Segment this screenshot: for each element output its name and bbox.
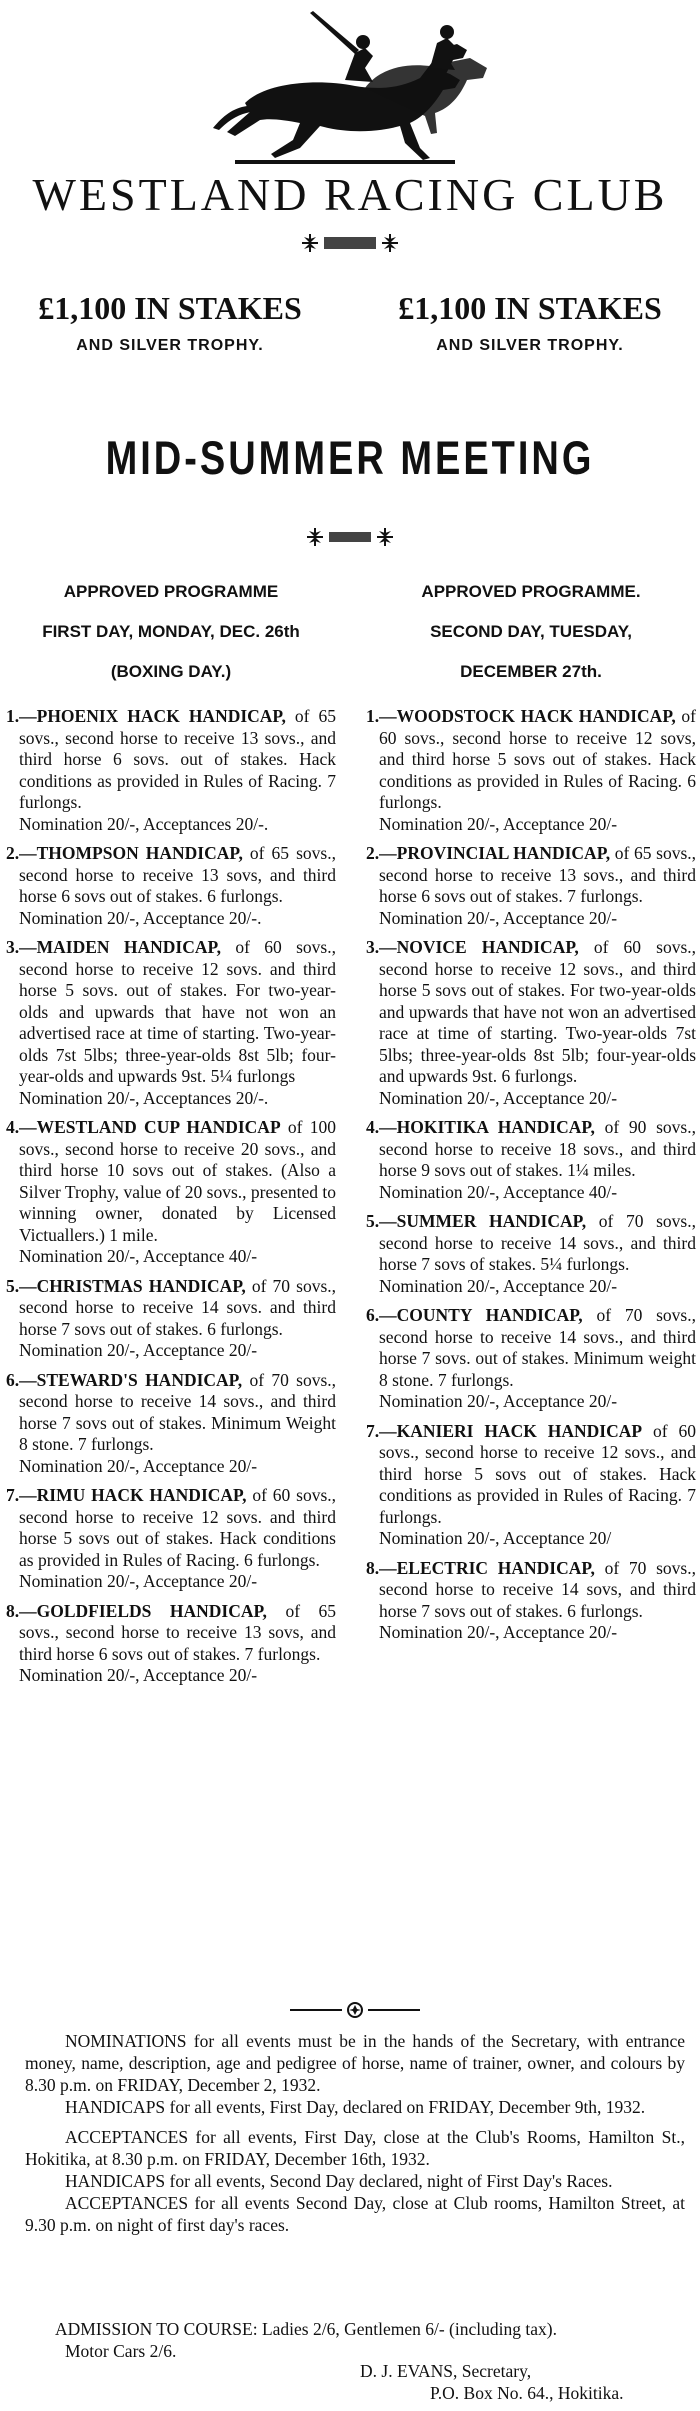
- race-name: 5.—SUMMER HANDICAP,: [366, 1211, 587, 1231]
- race-fees: Nomination 20/-, Acceptance 20/-: [19, 1455, 258, 1476]
- notice-paragraph: HANDICAPS for all events, First Day, declared on FRIDAY, December 9th, 1932.: [65, 2097, 646, 2117]
- race-details: of 65 sovs., second horse to receive 13 sovs., and third horse 6 sovs out of stakes. 7 furlongs.: [379, 843, 697, 906]
- race-details: of 60 sovs., second horse to receive 12 sovs. and third horse 5 sovs. out of stakes. For two-year-olds and upwards that have not won an advertised race at time of starting. Two-year-olds 7st 5lbs; three-year-olds 8st 5lb; four-year-olds and upwards 9st. 5¼ furlongs: [19, 937, 336, 1086]
- race-fees: Nomination 20/-, Acceptance 20/-: [19, 1571, 258, 1591]
- race-details: of 65 sovs., second horse to receive 13 sovs, and third horse 6 sovs out of stakes. 7 furlongs.: [19, 1600, 337, 1664]
- race-item: [6, 1485, 336, 1593]
- divider-ornament-icon: [290, 2000, 420, 2020]
- secretary-name: D. J. EVANS, Secretary,: [360, 2361, 532, 2381]
- race-name: 8.—ELECTRIC HANDICAP,: [366, 1557, 595, 1578]
- stakes-amount: £1,100 IN STAKES: [398, 290, 662, 326]
- race-fees: Nomination 20/-, Acceptance 40/-: [19, 1246, 258, 1266]
- race-details: of 70 sovs., second horse to receive 14 sovs., and third horse 7 sovs. out of stakes. Minimum weight 8 stone. 7 furlongs.: [379, 1305, 696, 1390]
- race-details: of 60 sovs., second horse to receive 12 sovs, and third horse 5 sovs out of stakes. Hack conditions as provided in Rules of Racing. 6 furlongs.: [379, 706, 696, 812]
- secretary-address: P.O. Box No. 64., Hokitika.: [430, 2383, 624, 2403]
- race-name: 3.—NOVICE HANDICAP,: [366, 937, 579, 957]
- race-name: 5.—CHRISTMAS HANDICAP,: [6, 1275, 246, 1296]
- motor-car-price: Motor Cars 2/6.: [65, 2341, 177, 2361]
- race-fees: Nomination 20/-, Acceptance 20/-: [379, 907, 618, 928]
- race-item: [366, 1558, 696, 1644]
- race-item: [366, 706, 696, 835]
- fleuron-ornament-icon: [300, 228, 400, 258]
- race-details: of 90 sovs., second horse to receive 18 sovs., and third horse 9 sovs out of stakes. 1¼ miles.: [379, 1117, 696, 1180]
- race-details: of 60 sovs., second horse to receive 12 sovs., and third horse 5 sovs out of stakes. Hack conditions as provided in Rules of Racing. 7 furlongs.: [379, 1420, 697, 1527]
- admission-prices: ADMISSION TO COURSE: Ladies 2/6, Gentlemen 6/- (including tax).: [55, 2319, 557, 2339]
- race-details: of 60 sovs., second horse to receive 12 sovs. and third horse 5 sovs out of stakes. Hack conditions as provided in Rules of Racing. 6 furlongs.: [19, 1485, 337, 1570]
- race-name: 3.—MAIDEN HANDICAP,: [6, 937, 221, 957]
- race-item: [6, 1117, 336, 1268]
- race-name: 4.—WESTLAND CUP HANDICAP: [6, 1117, 281, 1137]
- day-heading: SECOND DAY, TUESDAY,: [430, 622, 632, 641]
- race-fees: Nomination 20/-, Acceptance 20/-: [379, 1275, 618, 1296]
- race-fees: Nomination 20/-, Acceptance 20/: [379, 1528, 612, 1548]
- race-name: 1.—PHOENIX HACK HANDICAP,: [6, 706, 286, 726]
- race-fees: Nomination 20/-, Acceptances 20/-.: [19, 1087, 269, 1108]
- race-item: [6, 1276, 336, 1362]
- race-fees: Nomination 20/-, Acceptance 20/-: [379, 1391, 618, 1411]
- race-fees: Nomination 20/-, Acceptances 20/-.: [19, 813, 269, 834]
- race-fees: Nomination 20/-, Acceptance 20/-: [379, 1087, 618, 1108]
- first-day-column: [6, 578, 336, 1687]
- race-details: of 70 sovs., second horse to receive 14 sovs. and third horse 7 sovs out of stakes. 6 furlongs.: [19, 1275, 337, 1339]
- horse-and-jockey-logo: [205, 8, 505, 178]
- day-subheading: (BOXING DAY.): [110, 662, 232, 681]
- race-name: 1.—WOODSTOCK HACK HANDICAP,: [366, 706, 676, 726]
- club-title: WESTLAND RACING CLUB: [32, 169, 668, 220]
- stakes-note: AND SILVER TROPHY.: [76, 337, 264, 354]
- race-name: 7.—KANIERI HACK HANDICAP: [366, 1420, 643, 1441]
- stakes-amount: £1,100 IN STAKES: [38, 290, 302, 326]
- stakes-note: AND SILVER TROPHY.: [436, 337, 624, 354]
- race-details: of 60 sovs., second horse to receive 12 sovs., and third horse 5 sovs out of stakes. For two-year-olds and upwards that have not won an advertised race at time of starting. Two-year-olds 7st 5lbs; three-year-olds 8st 5lb; four-year-olds and upwards 9st. 6 furlongs.: [379, 937, 697, 1086]
- stakes-block-left: [5, 290, 335, 355]
- race-details: of 100 sovs., second horse to receive 20 sovs., and third horse 10 sovs out of stakes. (Also a Silver Trophy, value of 20 sovs., presented to winning owner, donated by Licensed Victuallers.) 1 mile.: [19, 1117, 337, 1245]
- race-details: of 65 sovs., second horse to receive 13 sovs., and third horse 6 sovs. out of stakes. Hack conditions as provided in Rules of Racing. 7 furlongs.: [19, 706, 337, 812]
- race-details: of 70 sovs., second horse to receive 14 sovs, and third horse 7 sovs out of stakes. 6 furlongs.: [379, 1557, 696, 1621]
- fleuron-ornament-icon: [305, 522, 395, 552]
- race-details: of 70 sovs., second horse to receive 14 sovs., and third horse 7 sovs of stakes. 5¼ furlongs.: [379, 1211, 696, 1274]
- race-fees: Nomination 20/-, Acceptance 20/-: [19, 1665, 258, 1685]
- race-name: 2.—PROVINCIAL HANDICAP,: [366, 843, 611, 863]
- race-name: 2.—THOMPSON HANDICAP,: [6, 843, 243, 863]
- race-item: [6, 706, 336, 835]
- race-details: of 65 sovs., second horse to receive 13 sovs, and third horse 6 sovs out of stakes. 6 furlongs.: [19, 843, 336, 906]
- second-day-column: [366, 578, 696, 1644]
- race-name: 6.—STEWARD'S HANDICAP,: [6, 1369, 243, 1390]
- race-item: [6, 843, 336, 929]
- race-item: [6, 1370, 336, 1478]
- race-item: [6, 937, 336, 1109]
- race-fees: Nomination 20/-, Acceptance 20/-: [19, 1340, 258, 1360]
- race-item: [366, 1305, 696, 1413]
- day-heading: FIRST DAY, MONDAY, DEC. 26th: [42, 622, 300, 641]
- notice-paragraph: ACCEPTANCES for all events, First Day, close at the Club's Rooms, Hamilton St., Hokitika, at 8.30 p.m. on FRIDAY, December 16th, 1932.: [25, 2127, 685, 2169]
- meeting-title: MID-SUMMER MEETING: [105, 432, 595, 486]
- stakes-block-right: [365, 290, 695, 355]
- race-details: of 70 sovs., second horse to receive 14 sovs., and third horse 7 sovs out of stakes. Minimum Weight 8 stone. 7 furlongs.: [19, 1369, 337, 1454]
- programme-heading: APPROVED PROGRAMME: [63, 582, 279, 601]
- race-item: [366, 1211, 696, 1297]
- notice-paragraph: ACCEPTANCES for all events Second Day, close at Club rooms, Hamilton Street, at 9.30 p.m. on night of first day's races.: [25, 2193, 685, 2235]
- race-item: [366, 1117, 696, 1203]
- race-name: 6.—COUNTY HANDICAP,: [366, 1305, 583, 1325]
- programme-heading: APPROVED PROGRAMME.: [421, 582, 641, 601]
- race-fees: Nomination 20/-, Acceptance 40/-: [379, 1181, 618, 1202]
- signature-block: [360, 2360, 623, 2404]
- race-item: [366, 1421, 696, 1550]
- race-item: [366, 843, 696, 929]
- race-fees: Nomination 20/-, Acceptance 20/-: [379, 1622, 618, 1642]
- notice-paragraph: NOMINATIONS for all events must be in the hands of the Secretary, with entrance money, name, description, age and pedigree of horse, name of trainer, owner, and colours by 8.30 p.m. on FRIDAY, December 2, 1932.: [25, 2031, 685, 2095]
- race-name: 7.—RIMU HACK HANDICAP,: [6, 1485, 247, 1505]
- race-fees: Nomination 20/-, Acceptance 20/-.: [19, 907, 262, 928]
- race-item: [6, 1601, 336, 1687]
- day-subheading: DECEMBER 27th.: [460, 662, 602, 681]
- race-name: 8.—GOLDFIELDS HANDICAP,: [6, 1600, 267, 1621]
- notices-block: [25, 2030, 685, 2236]
- race-name: 4.—HOKITIKA HANDICAP,: [366, 1117, 595, 1137]
- notice-paragraph: HANDICAPS for all events, Second Day declared, night of First Day's Races.: [65, 2171, 613, 2191]
- race-item: [366, 937, 696, 1109]
- admission-block: [25, 2318, 685, 2362]
- race-fees: Nomination 20/-, Acceptance 20/-: [379, 813, 618, 834]
